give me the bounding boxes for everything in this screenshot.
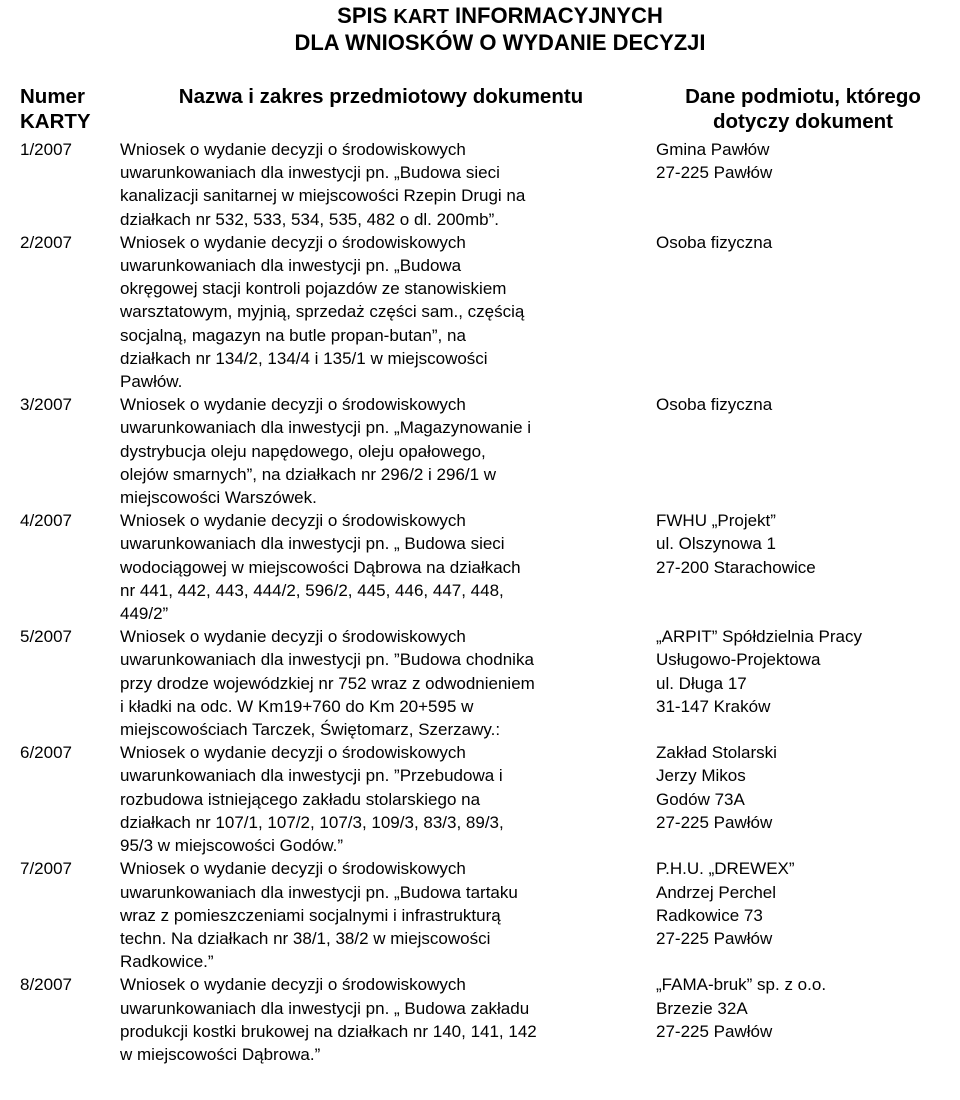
party-line: 27-225 Pawłów: [656, 1021, 773, 1041]
document-description: [116, 134, 646, 231]
card-number: 3/2007: [20, 395, 72, 415]
description-line: uwarunkowaniach dla inwestycji pn. „Budowa: [120, 256, 462, 276]
document-description: [116, 625, 646, 741]
party-line: FWHU „Projekt”: [656, 511, 776, 531]
description-line: działkach nr 532, 533, 534, 535, 482 o dl. 200mb”.: [120, 209, 499, 229]
document-description: [116, 509, 646, 625]
description-line: Pawłów.: [120, 372, 183, 392]
header-party-line1: Dane podmiotu, którego: [685, 85, 921, 108]
header-party-data: [646, 84, 960, 134]
card-number: 7/2007: [20, 859, 72, 879]
table-row: [18, 393, 960, 509]
table-row: [18, 741, 960, 857]
party-line: Andrzej Perchel: [656, 882, 777, 902]
header-document-name: Nazwa i zakres przedmiotowy dokumentu: [178, 85, 584, 108]
party-details: [646, 857, 960, 973]
table-body: [18, 134, 960, 1066]
party-details: [646, 393, 960, 509]
description-line: uwarunkowaniach dla inwestycji pn. „Budowa tartaku: [120, 882, 518, 902]
title-part-kart: KART: [393, 6, 449, 28]
description-line: miejscowościach Tarczek, Świętomarz, Szerzawy.:: [120, 720, 501, 740]
description-line: okręgowej stacji kontroli pojazdów ze stanowiskiem: [120, 279, 507, 299]
header-number-line2: KARTY: [20, 110, 91, 133]
description-line: 95/3 w miejscowości Godów.”: [120, 836, 343, 856]
description-line: Wniosek o wydanie decyzji o środowiskowych: [120, 859, 466, 879]
card-number: 8/2007: [20, 975, 72, 995]
party-line: Usługowo-Projektowa: [656, 650, 821, 670]
card-number: 6/2007: [20, 743, 72, 763]
description-line: w miejscowości Dąbrowa.”: [120, 1044, 321, 1064]
party-line: „FAMA-bruk” sp. z o.o.: [656, 975, 827, 995]
party-line: Osoba fizyczna: [656, 232, 773, 252]
description-line: socjalną, magazyn na butle propan-butan”, na: [120, 325, 466, 345]
card-number: 1/2007: [20, 140, 72, 159]
party-details: [646, 231, 960, 393]
party-line: Osoba fizyczna: [656, 395, 773, 415]
party-line: P.H.U. „DREWEX”: [656, 859, 795, 879]
party-line: 27-225 Pawłów: [656, 163, 773, 183]
document-description: [116, 973, 646, 1066]
description-line: miejscowości Warszówek.: [120, 488, 317, 508]
party-line: ul. Olszynowa 1: [656, 534, 776, 554]
table-row: [18, 857, 960, 973]
card-number: 4/2007: [20, 511, 72, 531]
table-header-row: [18, 84, 960, 134]
description-line: Wniosek o wydanie decyzji o środowiskowych: [120, 395, 466, 415]
description-line: Wniosek o wydanie decyzji o środowiskowych: [120, 627, 466, 647]
party-line: 27-200 Starachowice: [656, 557, 816, 577]
table-row: [18, 231, 960, 393]
description-line: techn. Na działkach nr 38/1, 38/2 w miejscowości: [120, 928, 491, 948]
description-line: Wniosek o wydanie decyzji o środowiskowych: [120, 975, 466, 995]
party-line: Gmina Pawłów: [656, 140, 770, 159]
party-details: [646, 741, 960, 857]
description-line: uwarunkowaniach dla inwestycji pn. „Budowa sieci: [120, 163, 500, 183]
party-line: 27-225 Pawłów: [656, 812, 773, 832]
party-line: 31-147 Kraków: [656, 696, 771, 716]
party-details: [646, 973, 960, 1066]
description-line: działkach nr 107/1, 107/2, 107/3, 109/3, 83/3, 89/3,: [120, 812, 504, 832]
description-line: uwarunkowaniach dla inwestycji pn. „Magazynowanie i: [120, 418, 532, 438]
party-details: [646, 625, 960, 741]
document-title-line2: DLA WNIOSKÓW O WYDANIE DECYZJI: [294, 30, 706, 55]
description-line: przy drodze wojewódzkiej nr 752 wraz z odwodnieniem: [120, 673, 535, 693]
description-line: i kładki na odc. W Km19+760 do Km 20+595 w: [120, 696, 474, 716]
description-line: uwarunkowaniach dla inwestycji pn. ”Przebudowa i: [120, 766, 503, 786]
description-line: olejów smarnych”, na działkach nr 296/2 i 296/1 w: [120, 464, 497, 484]
description-line: Wniosek o wydanie decyzji o środowiskowych: [120, 511, 466, 531]
header-card-number: [18, 84, 116, 134]
header-number-line1: Numer: [20, 85, 85, 108]
description-line: kanalizacji sanitarnej w miejscowości Rzepin Drugi na: [120, 186, 526, 206]
document-description: [116, 741, 646, 857]
description-line: uwarunkowaniach dla inwestycji pn. „ Budowa sieci: [120, 534, 505, 554]
party-details: [646, 134, 960, 231]
document-description: [116, 857, 646, 973]
document-description: [116, 393, 646, 509]
party-line: Zakład Stolarski: [656, 743, 777, 763]
table-row: [18, 973, 960, 1066]
table-row: [18, 509, 960, 625]
header-party-line2: dotyczy dokument: [713, 110, 893, 133]
party-line: Godów 73A: [656, 789, 745, 809]
description-line: wraz z pomieszczeniami socjalnymi i infrastrukturą: [120, 905, 501, 925]
party-line: „ARPIT” Spółdzielnia Pracy: [656, 627, 862, 647]
description-line: działkach nr 134/2, 134/4 i 135/1 w miejscowości: [120, 348, 488, 368]
party-line: Jerzy Mikos: [656, 766, 746, 786]
party-details: [646, 509, 960, 625]
description-line: Wniosek o wydanie decyzji o środowiskowych: [120, 743, 466, 763]
party-line: Brzezie 32A: [656, 998, 748, 1018]
description-line: uwarunkowaniach dla inwestycji pn. ”Budowa chodnika: [120, 650, 534, 670]
description-line: produkcji kostki brukowej na działkach nr 140, 141, 142: [120, 1021, 537, 1041]
cards-table: [18, 84, 960, 1066]
description-line: rozbudowa istniejącego zakładu stolarskiego na: [120, 789, 481, 809]
description-line: warsztatowym, myjnią, sprzedaż części sam., częścią: [120, 302, 525, 322]
party-line: 27-225 Pawłów: [656, 928, 773, 948]
description-line: 449/2”: [120, 604, 169, 624]
title-part-spis: SPIS: [337, 3, 394, 28]
description-line: Wniosek o wydanie decyzji o środowiskowych: [120, 232, 466, 252]
party-line: ul. Długa 17: [656, 673, 747, 693]
description-line: nr 441, 442, 443, 444/2, 596/2, 445, 446, 447, 448,: [120, 580, 504, 600]
document-description: [116, 231, 646, 393]
card-number: 5/2007: [20, 627, 72, 647]
description-line: Wniosek o wydanie decyzji o środowiskowych: [120, 140, 466, 159]
table-row: [18, 134, 960, 231]
title-part-informacyjnych: INFORMACYJNYCH: [448, 3, 663, 28]
table-row: [18, 625, 960, 741]
description-line: wodociągowej w miejscowości Dąbrowa na działkach: [120, 557, 521, 577]
party-line: Radkowice 73: [656, 905, 763, 925]
description-line: uwarunkowaniach dla inwestycji pn. „ Budowa zakładu: [120, 998, 530, 1018]
description-line: Radkowice.”: [120, 952, 214, 972]
card-number: 2/2007: [20, 232, 72, 252]
document-title-line1: [0, 2, 960, 31]
description-line: dystrybucja oleju napędowego, oleju opałowego,: [120, 441, 486, 461]
